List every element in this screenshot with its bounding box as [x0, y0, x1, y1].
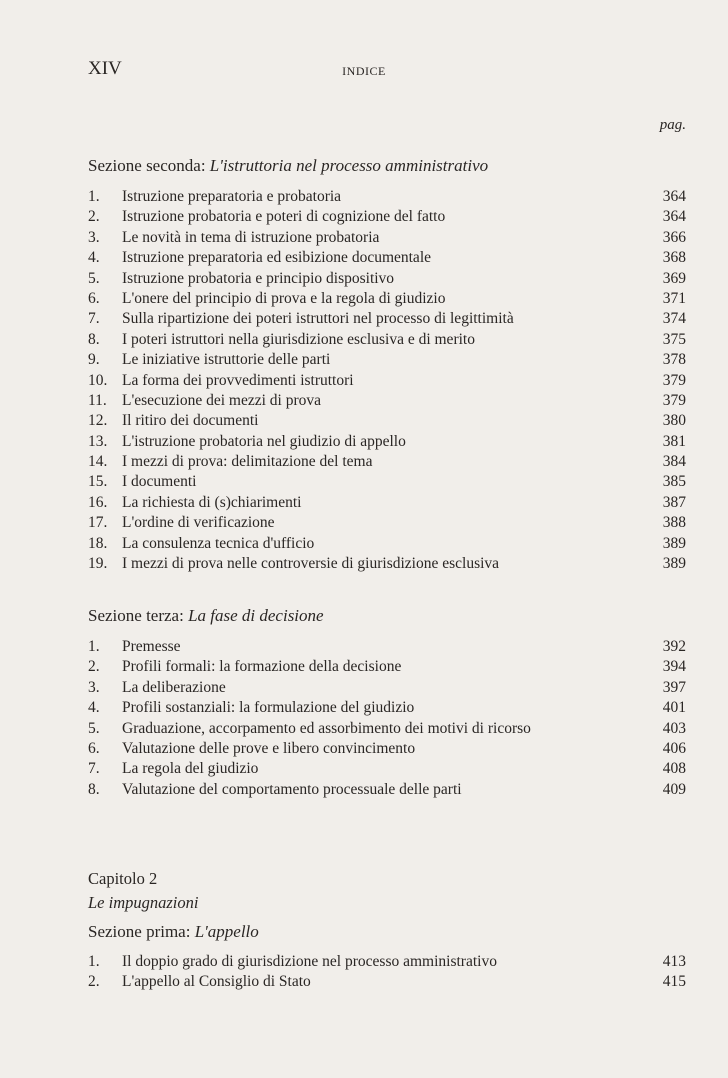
toc-entry — [88, 513, 686, 533]
entry-title: La consulenza tecnica d'ufficio — [122, 534, 315, 552]
toc-entry — [88, 289, 686, 309]
toc-entry — [88, 759, 686, 779]
entry-page: 384 — [662, 453, 686, 471]
toc-entry — [88, 269, 686, 289]
entry-number: 7. — [88, 760, 100, 778]
entry-title: L'ordine di verificazione — [122, 514, 275, 532]
entry-title: La deliberazione — [122, 678, 226, 696]
entry-number: 3. — [88, 228, 100, 246]
entry-page: 406 — [662, 739, 686, 757]
section-heading — [88, 922, 259, 942]
entry-number: 19. — [88, 555, 108, 573]
section-label: Sezione prima: — [88, 922, 191, 941]
entry-title: Istruzione probatoria e poteri di cognizione del fatto — [122, 208, 446, 226]
entry-page: 379 — [662, 391, 686, 409]
entry-title: L'onere del principio di prova e la regola di giudizio — [122, 289, 446, 307]
entry-number: 1. — [88, 953, 100, 970]
toc-entry — [88, 678, 686, 698]
entry-title: Il ritiro dei documenti — [122, 412, 259, 430]
entry-title: I mezzi di prova nelle controversie di giurisdizione esclusiva — [122, 555, 500, 573]
entry-title: I poteri istruttori nella giurisdizione esclusiva e di merito — [122, 330, 475, 348]
page-number: XIV — [88, 58, 122, 79]
toc-entry — [88, 432, 686, 452]
entry-title: L'esecuzione dei mezzi di prova — [122, 391, 322, 409]
entry-page: 374 — [662, 310, 686, 328]
entry-number: 11. — [88, 391, 107, 409]
entry-number: 5. — [88, 719, 100, 737]
entry-page: 364 — [662, 208, 686, 226]
entry-page: 364 — [662, 188, 686, 205]
toc-entry — [88, 309, 686, 329]
toc-entry — [88, 350, 686, 370]
entry-number: 8. — [88, 330, 100, 348]
entry-page: 409 — [662, 780, 686, 798]
entry-number: 4. — [88, 699, 100, 717]
entry-number: 12. — [88, 412, 108, 430]
toc-entry — [88, 972, 686, 992]
entry-number: 8. — [88, 780, 100, 798]
entry-number: 7. — [88, 310, 100, 328]
entry-number: 16. — [88, 493, 108, 511]
entry-page: 397 — [662, 678, 686, 696]
entry-number: 3. — [88, 678, 100, 696]
entry-page: 369 — [662, 269, 686, 287]
entry-title: Istruzione probatoria e principio dispositivo — [122, 269, 395, 287]
section-title: La fase di decisione — [188, 606, 324, 625]
toc-entry — [88, 780, 686, 800]
entry-page: 375 — [662, 330, 686, 348]
toc-entry — [88, 472, 686, 492]
toc-entry — [88, 493, 686, 513]
entry-page: 368 — [662, 249, 686, 267]
toc-entry — [88, 554, 686, 574]
toc-entry — [88, 739, 686, 759]
toc-entry — [88, 952, 686, 972]
entry-page: 394 — [662, 658, 686, 676]
entry-number: 5. — [88, 269, 100, 287]
entry-title: La forma dei provvedimenti istruttori — [122, 371, 354, 389]
toc-entry — [88, 207, 686, 227]
chapter-label: Capitolo 2 — [88, 869, 158, 888]
section-label: Sezione terza: — [88, 606, 184, 625]
entry-page: 389 — [662, 534, 686, 552]
toc-entry — [88, 411, 686, 431]
section-heading — [88, 156, 488, 176]
entry-title: Le iniziative istruttorie delle parti — [122, 351, 331, 369]
entry-page: 385 — [662, 473, 686, 491]
entry-page: 388 — [662, 514, 686, 532]
entry-title: Premesse — [122, 638, 181, 655]
toc-entry — [88, 452, 686, 472]
entry-title: Valutazione del comportamento processuale delle parti — [122, 780, 462, 798]
toc-entry — [88, 330, 686, 350]
chapter-title: Le impugnazioni — [88, 893, 199, 912]
entry-page: 378 — [662, 351, 686, 369]
running-title: INDICE — [342, 64, 386, 78]
toc-entry — [88, 637, 686, 657]
entry-title: I mezzi di prova: delimitazione del tema — [122, 453, 373, 471]
entry-page: 387 — [662, 493, 686, 511]
entry-number: 2. — [88, 208, 100, 226]
toc-list — [88, 637, 686, 800]
toc-entry — [88, 719, 686, 739]
entry-title: Graduazione, accorpamento ed assorbimento dei motivi di ricorso — [122, 719, 531, 737]
entry-title: L'appello al Consiglio di Stato — [122, 973, 311, 991]
entry-title: La richiesta di (s)chiarimenti — [122, 493, 302, 511]
entry-title: Profili sostanziali: la formulazione del giudizio — [122, 699, 415, 717]
entry-title: I documenti — [122, 473, 197, 491]
entry-number: 6. — [88, 739, 100, 757]
entry-title: Sulla ripartizione dei poteri istruttori nel processo di legittimità — [122, 310, 514, 328]
entry-number: 15. — [88, 473, 108, 491]
entry-number: 2. — [88, 973, 100, 991]
entry-page: 408 — [662, 760, 686, 778]
entry-page: 366 — [662, 228, 686, 246]
entry-page: 381 — [662, 432, 686, 450]
entry-number: 9. — [88, 351, 100, 369]
entry-number: 17. — [88, 514, 108, 532]
entry-title: Il doppio grado di giurisdizione nel processo amministrativo — [122, 953, 497, 970]
section-title: L'istruttoria nel processo amministrativo — [209, 156, 489, 175]
entry-number: 1. — [88, 188, 100, 205]
toc-entry — [88, 698, 686, 718]
entry-title: Istruzione preparatoria e probatoria — [122, 188, 342, 205]
entry-number: 4. — [88, 249, 100, 267]
entry-number: 14. — [88, 453, 108, 471]
toc-list — [88, 952, 686, 993]
entry-number: 1. — [88, 638, 100, 655]
toc-entry — [88, 228, 686, 248]
entry-page: 379 — [662, 371, 686, 389]
section-label: Sezione seconda: — [88, 156, 206, 175]
entry-number: 13. — [88, 432, 108, 450]
entry-page: 413 — [662, 953, 686, 970]
entry-number: 10. — [88, 371, 108, 389]
toc-list — [88, 187, 686, 574]
entry-page: 403 — [662, 719, 686, 737]
toc-entry — [88, 391, 686, 411]
entry-title: La regola del giudizio — [122, 760, 259, 778]
toc-entry — [88, 187, 686, 207]
section-title: L'appello — [194, 922, 259, 941]
toc-entry — [88, 371, 686, 391]
entry-page: 380 — [662, 412, 686, 430]
entry-number: 2. — [88, 658, 100, 676]
entry-title: Istruzione preparatoria ed esibizione documentale — [122, 249, 432, 267]
entry-page: 389 — [662, 555, 686, 573]
pag-label: pag. — [659, 117, 686, 133]
entry-title: L'istruzione probatoria nel giudizio di appello — [122, 432, 406, 450]
toc-entry — [88, 248, 686, 268]
entry-page: 392 — [662, 638, 686, 655]
entry-title: Le novità in tema di istruzione probatoria — [122, 228, 380, 246]
toc-entry — [88, 534, 686, 554]
toc-entry — [88, 657, 686, 677]
entry-number: 18. — [88, 534, 108, 552]
section-heading — [88, 606, 324, 626]
entry-title: Profili formali: la formazione della decisione — [122, 658, 402, 676]
entry-number: 6. — [88, 289, 100, 307]
entry-page: 371 — [662, 289, 686, 307]
entry-title: Valutazione delle prove e libero convincimento — [122, 739, 416, 757]
entry-page: 401 — [662, 699, 686, 717]
entry-page: 415 — [662, 973, 686, 991]
